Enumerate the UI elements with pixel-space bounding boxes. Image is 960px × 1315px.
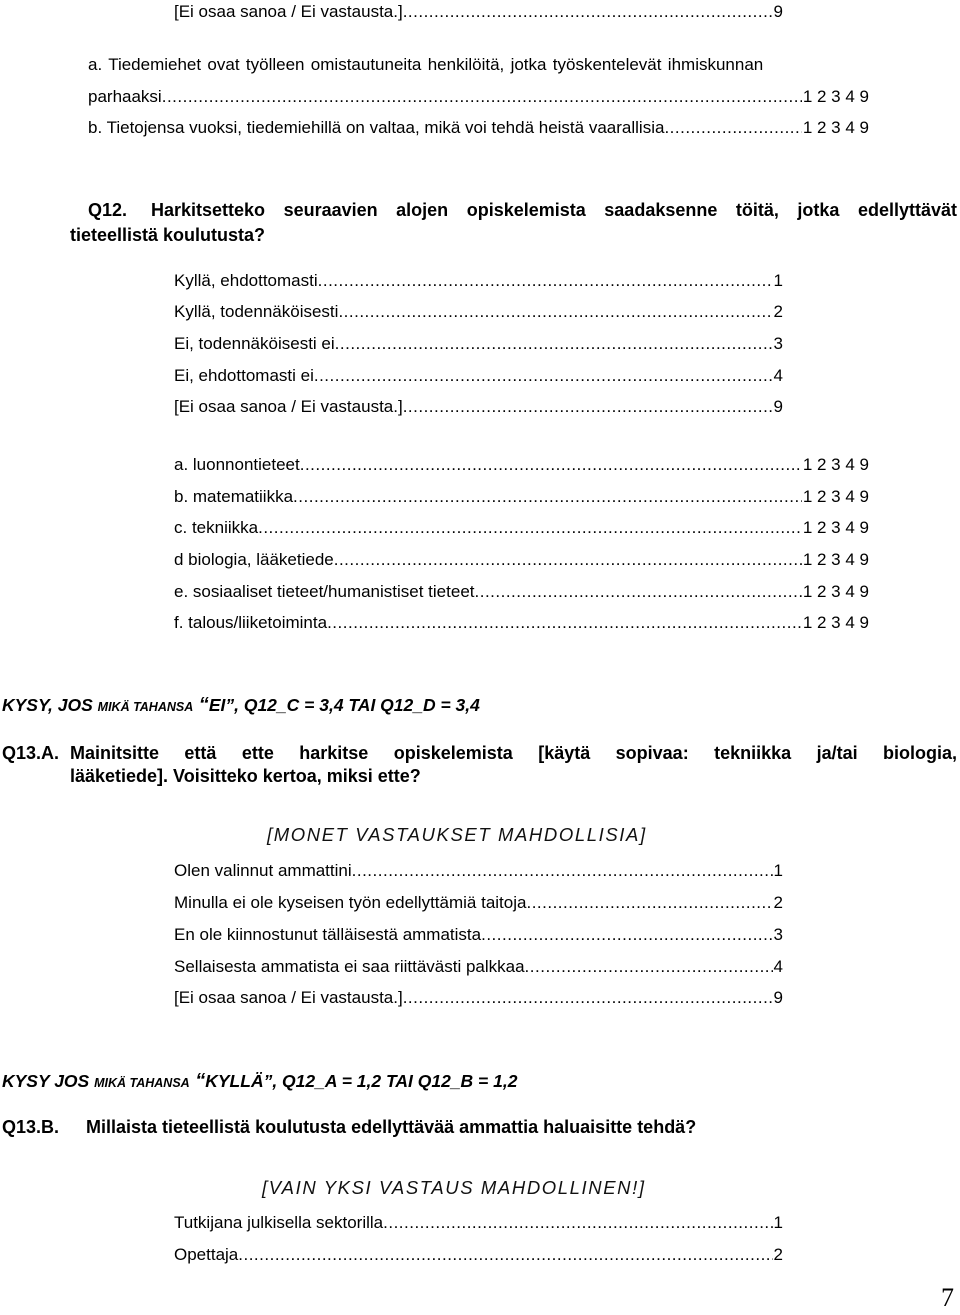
q13a-option: Minulla ei ole kyseisen työn edellyttämiä taitoja ..... 2	[174, 894, 783, 911]
statement-a-codes: 1 2 3 4 9	[802, 87, 869, 106]
q13a-option: Olen valinnut ammattini ..... 1	[174, 862, 783, 879]
q12-option: Ei, todennäköisesti ei ..... 3	[174, 335, 783, 352]
statement-b-codes: 1 2 3 4 9	[802, 118, 869, 137]
q12-question-line1: Harkitsetteko seuraavien alojen opiskelemista saadaksenne töitä, jotka edellyttävät	[151, 200, 957, 220]
q12-question-line2: tieteellistä koulutusta?	[70, 225, 266, 245]
q12-option: Kyllä, ehdottomasti ..... 1	[174, 272, 783, 289]
q13a-instruction: [MONET VASTAUKSET MAHDOLLISIA]	[267, 824, 647, 845]
statement-a: a. Tiedemiehet ovat työlleen omistautuneita henkilöitä, jotka työskentelevät ihmiskunnan	[88, 55, 764, 74]
filter-instruction-kylla: KYSY JOS MIKÄ TAHANSA “KYLLÄ”, Q12_A = 1,2 TAI Q12_B = 1,2	[2, 1070, 518, 1092]
q13b-question: Millaista tieteellistä koulutusta edellyttävää ammattia haluaisitte tehdä?	[86, 1117, 697, 1137]
option-label: [Ei osaa sanoa / Ei vastausta.]	[174, 2, 403, 21]
q12-option: Ei, ehdottomasti ei ..... 4	[174, 367, 783, 384]
statement-b: b. Tietojensa vuoksi, tiedemiehillä on valtaa, mikä voi tehdä heistä vaarallisia ..... 1 2 3 4 9	[88, 119, 869, 136]
q13a-option: Sellaisesta ammatista ei saa riittävästi palkkaa ..... 4	[174, 958, 783, 975]
q12-number: Q12.	[88, 200, 128, 220]
option-code: 9	[773, 2, 783, 21]
q12-item: d biologia, lääketiede ..... 1 2 3 4 9	[174, 551, 869, 568]
filter-instruction-ei: KYSY, JOS MIKÄ TAHANSA “EI”, Q12_C = 3,4 TAI Q12_D = 3,4	[2, 694, 480, 716]
q12-item: f. talous/liiketoiminta ..... 1 2 3 4 9	[174, 614, 869, 631]
q12-option: Kyllä, todennäköisesti ..... 2	[174, 303, 783, 320]
q12-item: e. sosiaaliset tieteet/humanistiset tieteet ..... 1 2 3 4 9	[174, 583, 869, 600]
q12-item: a. luonnontieteet ..... 1 2 3 4 9	[174, 456, 869, 473]
q13a-number: Q13.A.	[2, 743, 60, 763]
q13b-number: Q13.B.	[2, 1117, 60, 1137]
q13a-question-line2: lääketiede]. Voisitteko kertoa, miksi ette?	[70, 766, 421, 786]
q12-item: c. tekniikka ..... 1 2 3 4 9	[174, 519, 869, 536]
q12-option: [Ei osaa sanoa / Ei vastausta.] ..... 9	[174, 398, 783, 415]
statement-a-cont: parhaaksi ..... 1 2 3 4 9	[88, 88, 869, 105]
q13a-question-line1: Mainitsitte että ette harkitse opiskelemista [käytä sopivaa: tekniikka ja/tai biologia,	[70, 743, 957, 763]
q13b-option: Opettaja ..... 2	[174, 1246, 783, 1263]
q13b-option: Tutkijana julkisella sektorilla ..... 1	[174, 1214, 783, 1231]
q13a-option: [Ei osaa sanoa / Ei vastausta.] ..... 9	[174, 989, 783, 1006]
q13a-option: En ole kiinnostunut tälläisestä ammatista ..... 3	[174, 926, 783, 943]
page-number: 7	[941, 1283, 954, 1312]
q12-item: b. matematiikka ..... 1 2 3 4 9	[174, 488, 869, 505]
dk-option-prev	[174, 3, 783, 20]
q13b-instruction: [VAIN YKSI VASTAUS MAHDOLLINEN!]	[262, 1177, 646, 1198]
